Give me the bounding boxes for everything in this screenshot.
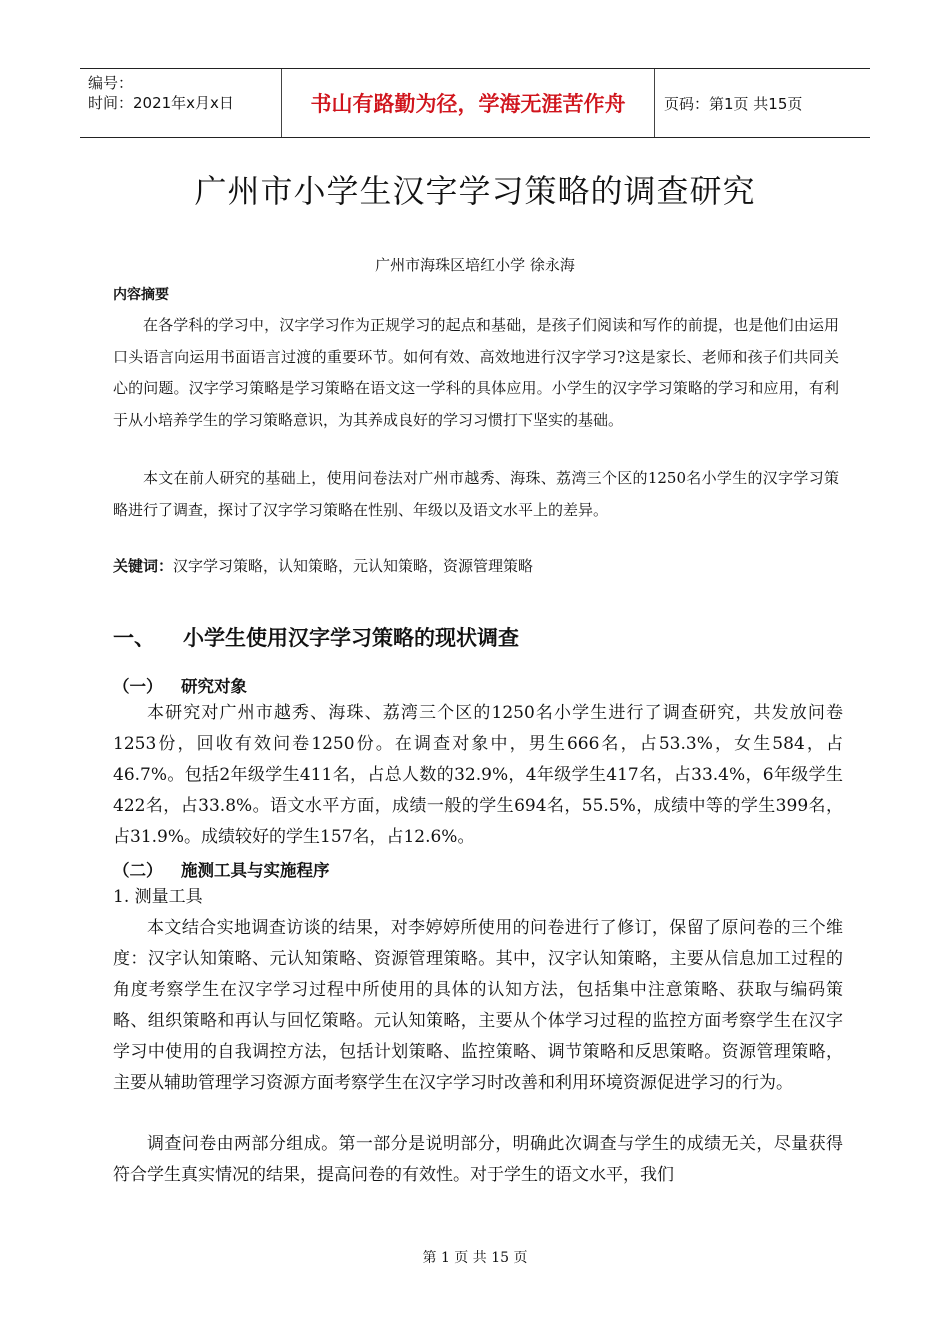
number-label: 编号： [88, 74, 134, 92]
document-title: 广州市小学生汉字学习策略的调查研究 [194, 172, 756, 210]
subsection-number-2: （二） [113, 861, 163, 880]
page-info: 页码：第1页 共15页 [664, 94, 803, 113]
header-meta-cell [80, 69, 282, 137]
abstract-paragraph-2: 本文在前人研究的基础上，使用问卷法对广州市越秀、海珠、荔湾三个区的1250名小学生的汉字学习策略进行了调查，探讨了汉字学习策略在性别、年级以及语文水平上的差异。 [113, 469, 839, 519]
section-title: 小学生使用汉字学习策略的现状调查 [183, 626, 519, 650]
subsection-2-paragraph-2: 调查问卷由两部分组成。第一部分是说明部分，明确此次调查与学生的成绩无关，尽量获得符合学生真实情况的结果，提高问卷的有效性。对于学生的语文水平，我们 [113, 1134, 843, 1185]
motto: 书山有路勤为径，学海无涯苦作舟 [282, 69, 655, 137]
subsection-2-paragraph-1: 本文结合实地调查访谈的结果，对李婷婷所使用的问卷进行了修订，保留了原问卷的三个维度：汉字认知策略、元认知策略、资源管理策略。其中，汉字认知策略，主要从信息加工过程的角度考察学生在汉字学习过程中所使用的具体的认知方法，包括集中注意策略、获取与编码策略、组织策略和再认与回忆策略。元认知策略，主要从个体学习过程的监控方面考察学生在汉字学习中使用的自我调控方法，包括计划策略、监控策略、调节策略和反思策略。资源管理策略，主要从辅助管理学习资源方面考察学生在汉字学习时改善和利用环境资源促进学习的行为。 [113, 918, 843, 1093]
section-heading [113, 622, 519, 652]
subsection-title-2: 施测工具与实施程序 [181, 861, 330, 880]
subsection-number-1: （一） [113, 677, 163, 696]
abstract-paragraph-1: 在各学科的学习中，汉字学习作为正规学习的起点和基础，是孩子们阅读和写作的前提，也是他们由运用口头语言向运用书面语言过渡的重要环节。如何有效、高效地进行汉字学习?这是家长、老师和孩子们共同关心的问题。汉字学习策略是学习策略在语文这一学科的具体应用。小学生的汉字学习策略的学习和应用，有利于从小培养学生的学习策略意识，为其养成良好的学习习惯打下坚实的基础。 [113, 316, 839, 429]
section-number: 一、 [113, 626, 155, 650]
list-item-measurement-tool: 1. 测量工具 [113, 887, 203, 907]
subsection-title-1: 研究对象 [181, 677, 247, 696]
subsection-heading-1 [113, 673, 247, 697]
subsection-heading-2 [113, 857, 330, 881]
subsection-1-text: 本研究对广州市越秀、海珠、荔湾三个区的1250名小学生进行了调查研究，共发放问卷1253份，回收有效问卷1250份。在调查对象中，男生666名，占53.3%，女生584，占46.7%。包括2年级学生411名，占总人数的32.9%，4年级学生417名，占33.4%，6年级学生422名，占33.8%。语文水平方面，成绩一般的学生694名，55.5%，成绩中等的学生399名，占31.9%。成绩较好的学生157名，占12.6%。 [113, 703, 843, 847]
time-label: 时间：2021年x月x日 [88, 94, 234, 112]
keywords-label: 关键词： [113, 557, 174, 575]
author-line: 广州市海珠区培红小学 徐永海 [375, 256, 575, 274]
abstract-label: 内容摘要 [113, 287, 169, 303]
page-footer: 第 1 页 共 15 页 [422, 1250, 528, 1266]
keywords [113, 551, 839, 583]
keywords-text: 汉字学习策略，认知策略，元认知策略，资源管理策略 [173, 557, 534, 575]
page-header [80, 68, 870, 138]
